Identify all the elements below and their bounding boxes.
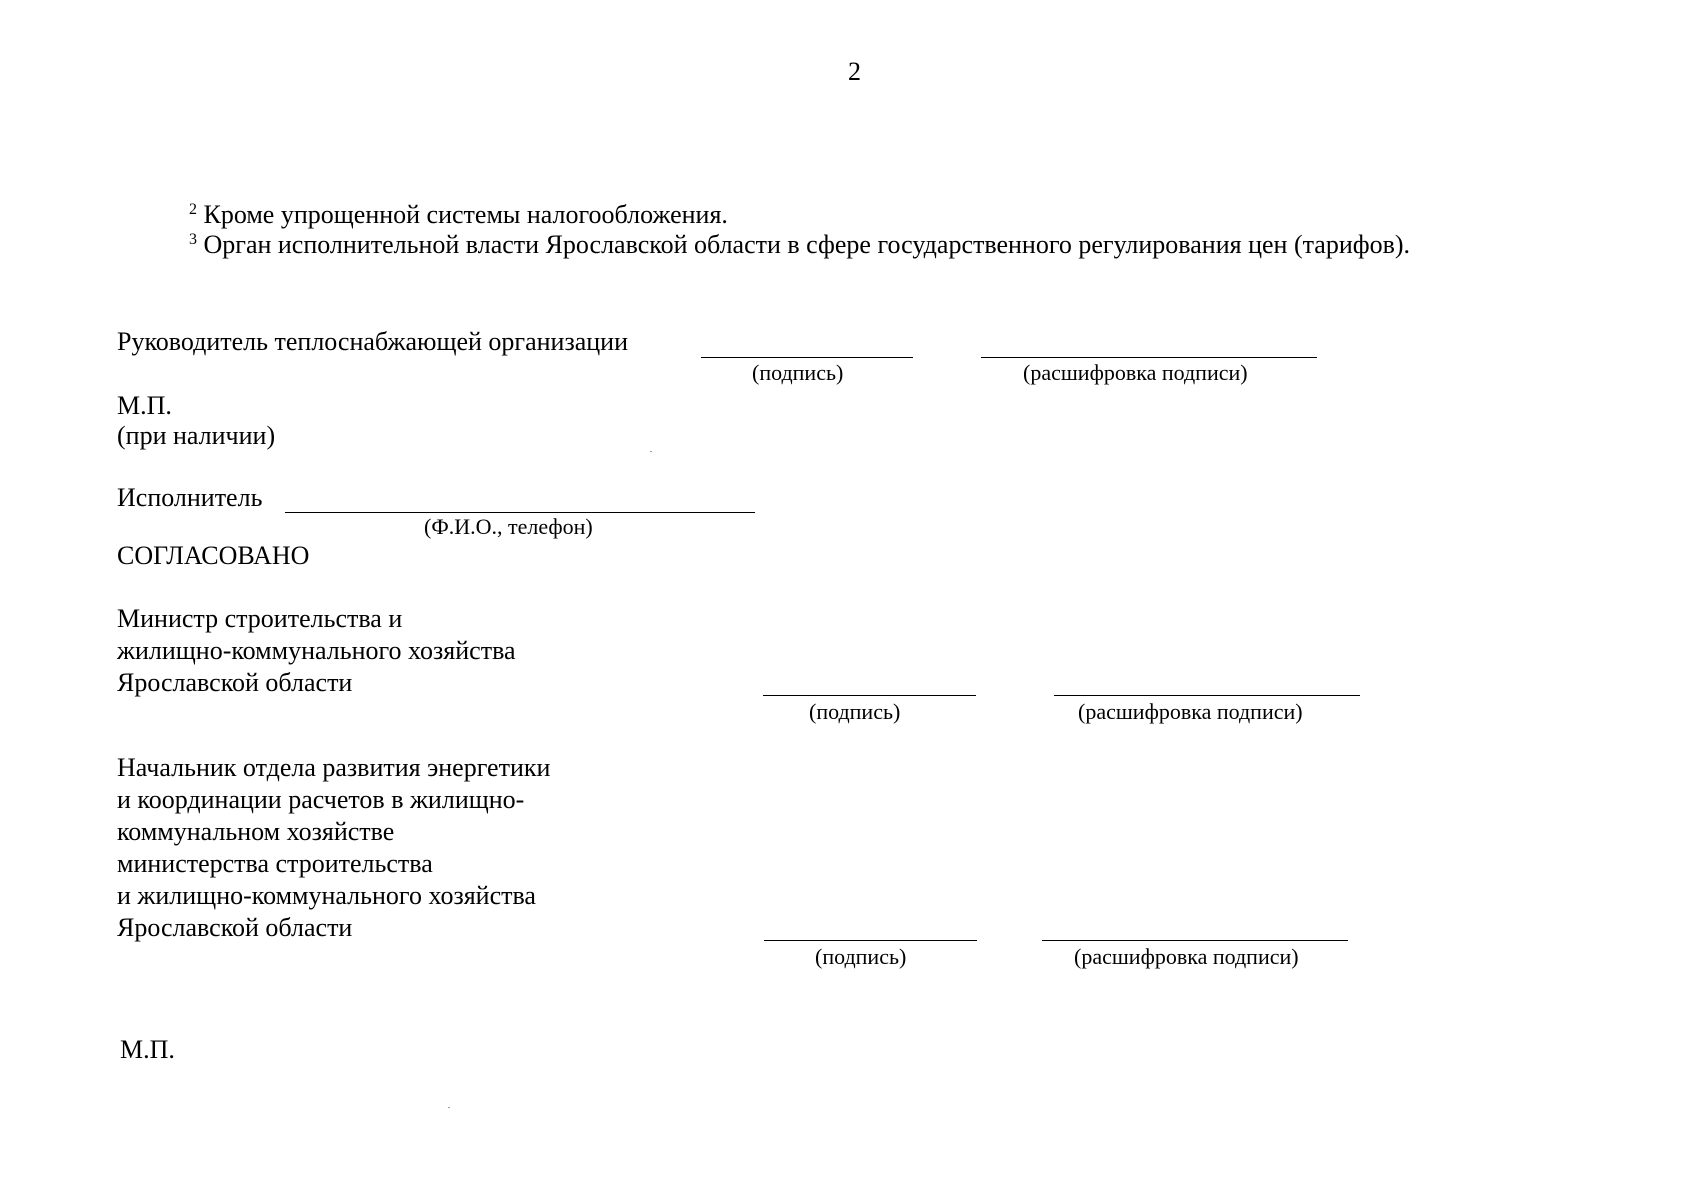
- department-head-title-line: коммунальном хозяйстве: [117, 817, 395, 846]
- minister-title-line: Ярославской области: [117, 668, 353, 697]
- minister-title-line: жилищно-коммунального хозяйства: [117, 636, 516, 665]
- department-head-title-line: и координации расчетов в жилищно-: [117, 785, 525, 814]
- head-sign-caption: (подпись): [752, 360, 844, 385]
- department-head-decode-line[interactable]: [1042, 940, 1348, 941]
- minister-title-line: Министр строительства и: [117, 604, 403, 633]
- department-head-signature-line[interactable]: [764, 940, 977, 941]
- page-number: 2: [848, 57, 861, 86]
- minister-decode-line[interactable]: [1054, 695, 1360, 696]
- department-head-title-line: и жилищно-коммунального хозяйства: [117, 881, 536, 910]
- executor-line[interactable]: [285, 512, 755, 513]
- department-head-title-line: Ярославской области: [117, 913, 353, 942]
- department-head-title: [117, 752, 550, 944]
- footnote-2: [189, 199, 728, 231]
- seal-note: (при наличии): [117, 421, 276, 450]
- department-head-title-line: министерства строительства: [117, 849, 433, 878]
- department-head-title-line: Начальник отдела развития энергетики: [117, 753, 551, 782]
- footnote-2-mark: 2: [189, 201, 197, 218]
- head-decode-line[interactable]: [981, 357, 1317, 358]
- scan-speck: [650, 451, 652, 452]
- footnote-3: [189, 229, 1410, 261]
- department-head-sign-caption: (подпись): [815, 944, 907, 969]
- head-signature-label: Руководитель теплоснабжающей организации: [117, 327, 628, 356]
- department-head-decode-caption: (расшифровка подписи): [1074, 944, 1299, 969]
- minister-decode-caption: (расшифровка подписи): [1078, 699, 1303, 724]
- executor-label: Исполнитель: [117, 483, 263, 512]
- minister-title: [117, 603, 516, 699]
- head-signature-line[interactable]: [701, 357, 913, 358]
- executor-caption: (Ф.И.О., телефон): [424, 514, 593, 539]
- scan-speck: [448, 1107, 450, 1108]
- head-decode-caption: (расшифровка подписи): [1023, 360, 1248, 385]
- footnote-2-text: Кроме упрощенной системы налогообложения.: [203, 200, 728, 229]
- minister-signature-line[interactable]: [763, 695, 976, 696]
- approved-heading: СОГЛАСОВАНО: [117, 541, 310, 570]
- minister-sign-caption: (подпись): [809, 699, 901, 724]
- final-seal-label: М.П.: [120, 1035, 175, 1064]
- footnote-3-mark: 3: [189, 231, 197, 248]
- seal-label: М.П.: [117, 391, 172, 420]
- footnote-3-text: Орган исполнительной власти Ярославской области в сфере государственного регулирования цен (тарифов).: [203, 230, 1411, 259]
